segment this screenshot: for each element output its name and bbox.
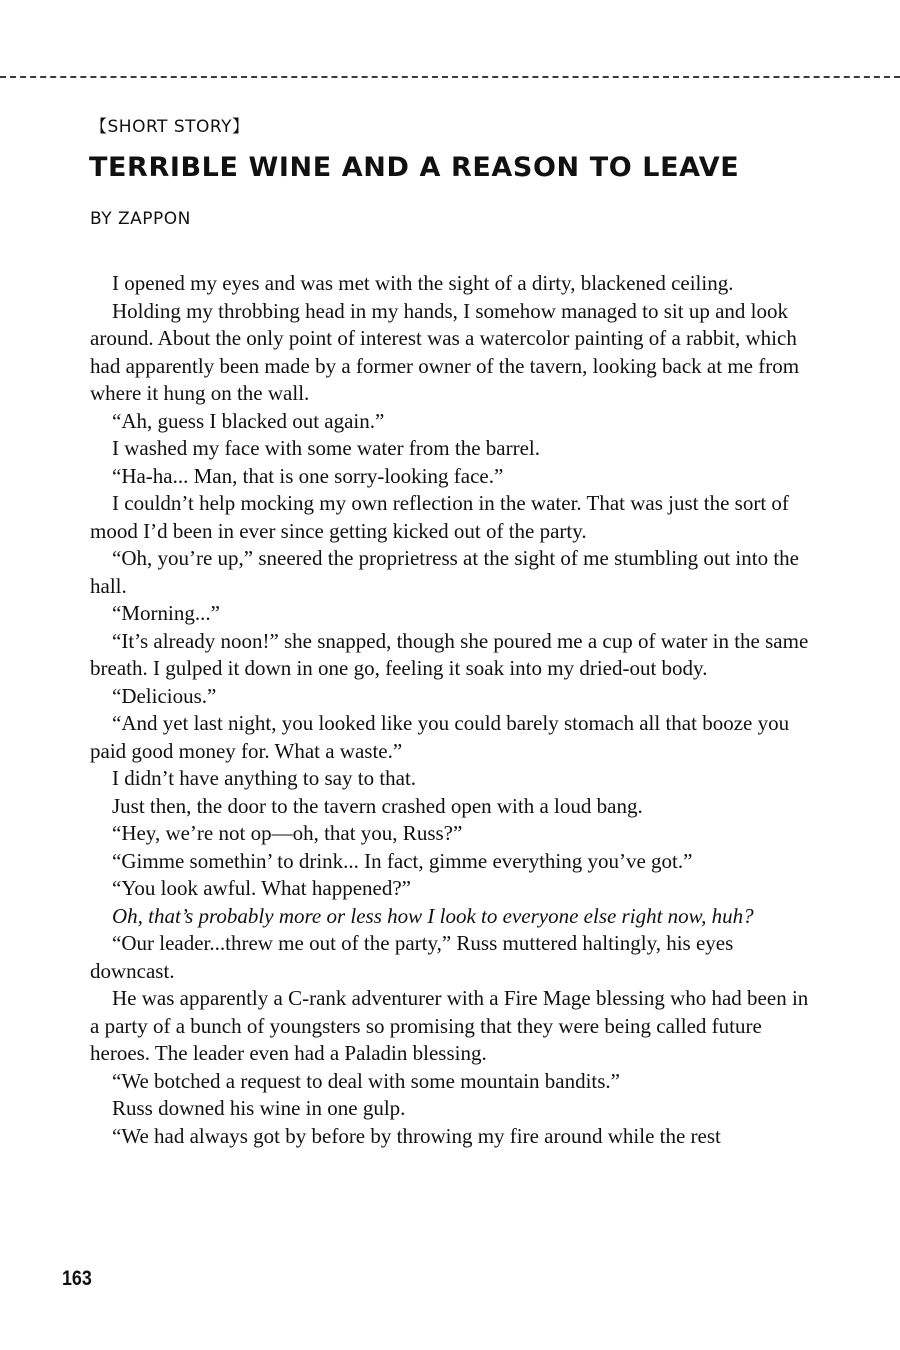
paragraph: “Hey, we’re not op—oh, that you, Russ?”: [112, 821, 463, 845]
paragraph: “Ah, guess I blacked out again.”: [112, 408, 385, 433]
dashed-divider: [0, 76, 900, 78]
paragraph: I couldn’t help mocking my own reflection in the water. That was just the sort of mood I’d been in ever since getting kicked out of the party.: [90, 491, 789, 543]
paragraph: “We botched a request to deal with some mountain bandits.”: [112, 1068, 620, 1093]
paragraph: “We had always got by before by throwing my fire around while the rest: [112, 1123, 721, 1148]
section-tag: 【SHORT STORY】: [90, 117, 250, 137]
paragraph: He was apparently a C-rank adventurer with a Fire Mage blessing who had been in a party of a bunch of youngsters so promising that they were being called future heroes. The leader even had a Paladin blessing.: [90, 986, 809, 1065]
paragraph: Russ downed his wine in one gulp.: [112, 1096, 406, 1120]
paragraph: I washed my face with some water from the barrel.: [112, 436, 540, 460]
paragraph: “Gimme somethin’ to drink... In fact, gimme everything you’ve got.”: [112, 848, 693, 873]
paragraph: “You look awful. What happened?”: [112, 876, 411, 900]
paragraph: “Our leader...threw me out of the party,” Russ muttered haltingly, his eyes downcast.: [90, 931, 734, 983]
paragraph: “Morning...”: [112, 601, 220, 625]
paragraph: “Delicious.”: [112, 683, 217, 708]
paragraph: “It’s already noon!” she snapped, though she poured me a cup of water in the same breath. I gulped it down in one go, feeling it soak into my dried-out body.: [90, 628, 809, 680]
paragraph: “Oh, you’re up,” sneered the proprietress at the sight of me stumbling out into the hall.: [90, 546, 800, 598]
page-number: 163: [62, 1267, 92, 1290]
paragraph: Holding my throbbing head in my hands, I somehow managed to sit up and look around. About the only point of interest was a watercolor painting of a rabbit, which had apparently been made by a former owner of the tavern, looking back at me from where it hung on the wall.: [90, 298, 800, 405]
story-body: [90, 270, 812, 1150]
author-byline: BY ZAPPON: [90, 209, 191, 229]
paragraph: I didn’t have anything to say to that.: [112, 766, 417, 790]
paragraph: I opened my eyes and was met with the sight of a dirty, blackened ceiling.: [112, 271, 734, 295]
paragraph-italic: Oh, that’s probably more or less how I look to everyone else right now, huh?: [112, 903, 754, 928]
paragraph: Just then, the door to the tavern crashed open with a loud bang.: [112, 793, 643, 818]
paragraph: “Ha-ha... Man, that is one sorry-looking face.”: [112, 463, 504, 488]
paragraph: “And yet last night, you looked like you could barely stomach all that booze you paid good money for. What a waste.”: [90, 711, 790, 763]
story-title: TERRIBLE WINE AND A REASON TO LEAVE: [89, 152, 740, 183]
